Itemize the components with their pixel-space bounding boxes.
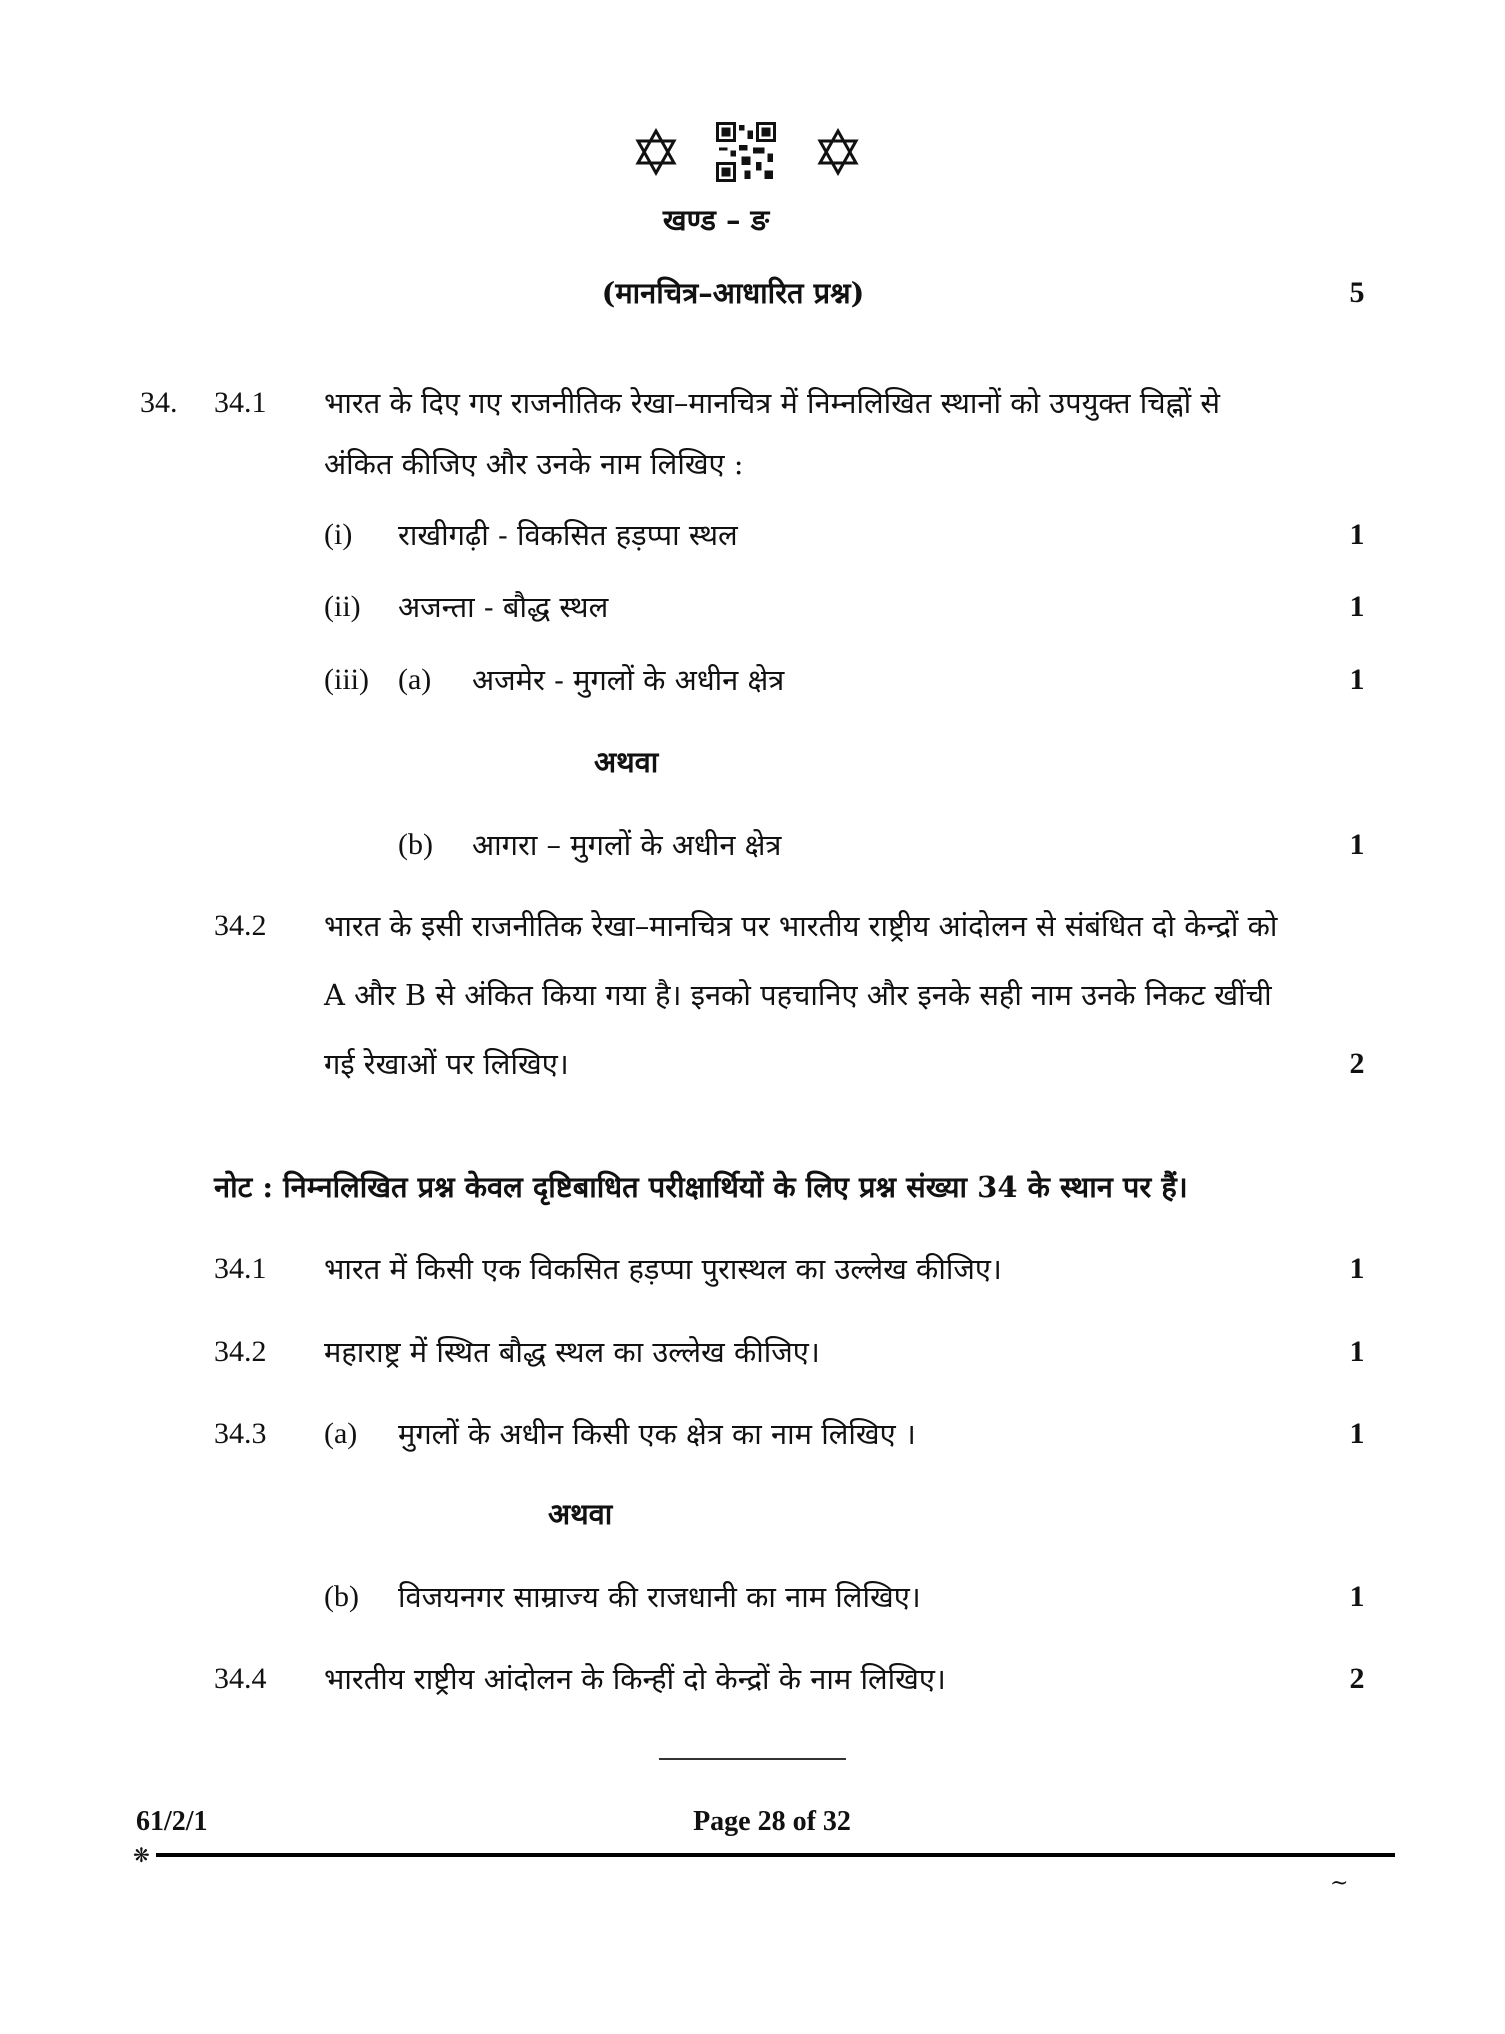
- footer-divider: [156, 1853, 1395, 1857]
- end-divider: [659, 1758, 846, 1760]
- vi-question-marks: 1: [1349, 1252, 1365, 1285]
- vi-question-number: 34.1: [214, 1252, 267, 1285]
- item-text: अजमेर - मुगलों के अधीन क्षेत्र: [472, 663, 785, 697]
- qr-code: [716, 122, 776, 182]
- corner-mark: ~: [1330, 1871, 1349, 1896]
- vi-question-marks: 1: [1349, 1580, 1365, 1613]
- item-marks: 2: [1349, 1047, 1365, 1080]
- item-label: (ii): [324, 590, 361, 623]
- item-sublabel: (b): [398, 828, 433, 861]
- question-number: 34.: [140, 386, 178, 419]
- vi-question-text: भारतीय राष्ट्रीय आंदोलन के किन्हीं दो केन्द्रों के नाम लिखिए।: [324, 1662, 946, 1696]
- star-of-david-icon: [634, 128, 678, 176]
- vi-question-marks: 1: [1349, 1335, 1365, 1368]
- vi-question-number: 34.2: [214, 1335, 267, 1368]
- vi-question-number: 34.3: [214, 1417, 267, 1450]
- item-label: (iii): [324, 663, 369, 696]
- note: नोट : निम्नलिखित प्रश्न केवल दृष्टिबाधित परीक्षार्थियों के लिए प्रश्न संख्या 34 के स्थान पर हैं।: [214, 1170, 1188, 1204]
- item-marks: 1: [1349, 828, 1365, 861]
- question-text: भारत के दिए गए राजनीतिक रेखा–मानचित्र में निम्नलिखित स्थानों को उपयुक्त चिह्नों से: [324, 386, 1220, 420]
- or-label: अथवा: [548, 1497, 613, 1531]
- item-marks: 1: [1349, 663, 1365, 696]
- question-text: A और B से अंकित किया गया है। इनको पहचानिए और इनके सही नाम उनके निकट खींची: [324, 978, 1272, 1012]
- section-marks: 5: [1349, 276, 1365, 309]
- question-text: भारत के इसी राजनीतिक रेखा–मानचित्र पर भारतीय राष्ट्रीय आंदोलन से संबंधित दो केन्द्रों को: [324, 909, 1278, 943]
- vi-question-marks: 1: [1349, 1417, 1365, 1450]
- paper-code: 61/2/1: [136, 1806, 208, 1837]
- item-label: (i): [324, 518, 353, 551]
- item-text: अजन्ता - बौद्ध स्थल: [398, 590, 609, 624]
- vi-question-sublabel: (a): [324, 1417, 358, 1450]
- vi-question-text: महाराष्ट्र में स्थित बौद्ध स्थल का उल्लेख कीजिए।: [324, 1335, 820, 1369]
- vi-question-marks: 2: [1349, 1662, 1365, 1695]
- page-number: Page 28 of 32: [693, 1806, 851, 1837]
- item-marks: 1: [1349, 590, 1365, 623]
- or-label: अथवा: [594, 745, 659, 779]
- section-subtitle: (मानचित्र–आधारित प्रश्न): [601, 276, 865, 310]
- star-of-david-icon: [816, 128, 860, 176]
- subquestion-number: 34.1: [214, 386, 267, 419]
- item-text: आगरा – मुगलों के अधीन क्षेत्र: [472, 828, 782, 862]
- vi-question-text: विजयनगर साम्राज्य की राजधानी का नाम लिखिए।: [398, 1580, 921, 1614]
- item-marks: 1: [1349, 518, 1365, 551]
- vi-question-text: भारत में किसी एक विकसित हड़प्पा पुरास्थल का उल्लेख कीजिए।: [324, 1252, 1002, 1286]
- subquestion-number: 34.2: [214, 909, 267, 942]
- item-text: राखीगढ़ी - विकसित हड़प्पा स्थल: [398, 518, 738, 552]
- vi-question-number: 34.4: [214, 1662, 267, 1695]
- vi-question-text: मुगलों के अधीन किसी एक क्षेत्र का नाम लिखिए ।: [398, 1417, 916, 1451]
- question-text: अंकित कीजिए और उनके नाम लिखिए :: [324, 447, 744, 481]
- item-sublabel: (a): [398, 663, 432, 696]
- question-text: गई रेखाओं पर लिखिए।: [324, 1047, 569, 1081]
- section-title: खण्ड – ङ: [662, 203, 770, 237]
- vi-question-sublabel: (b): [324, 1580, 359, 1613]
- flower-icon: ❋: [133, 1843, 150, 1867]
